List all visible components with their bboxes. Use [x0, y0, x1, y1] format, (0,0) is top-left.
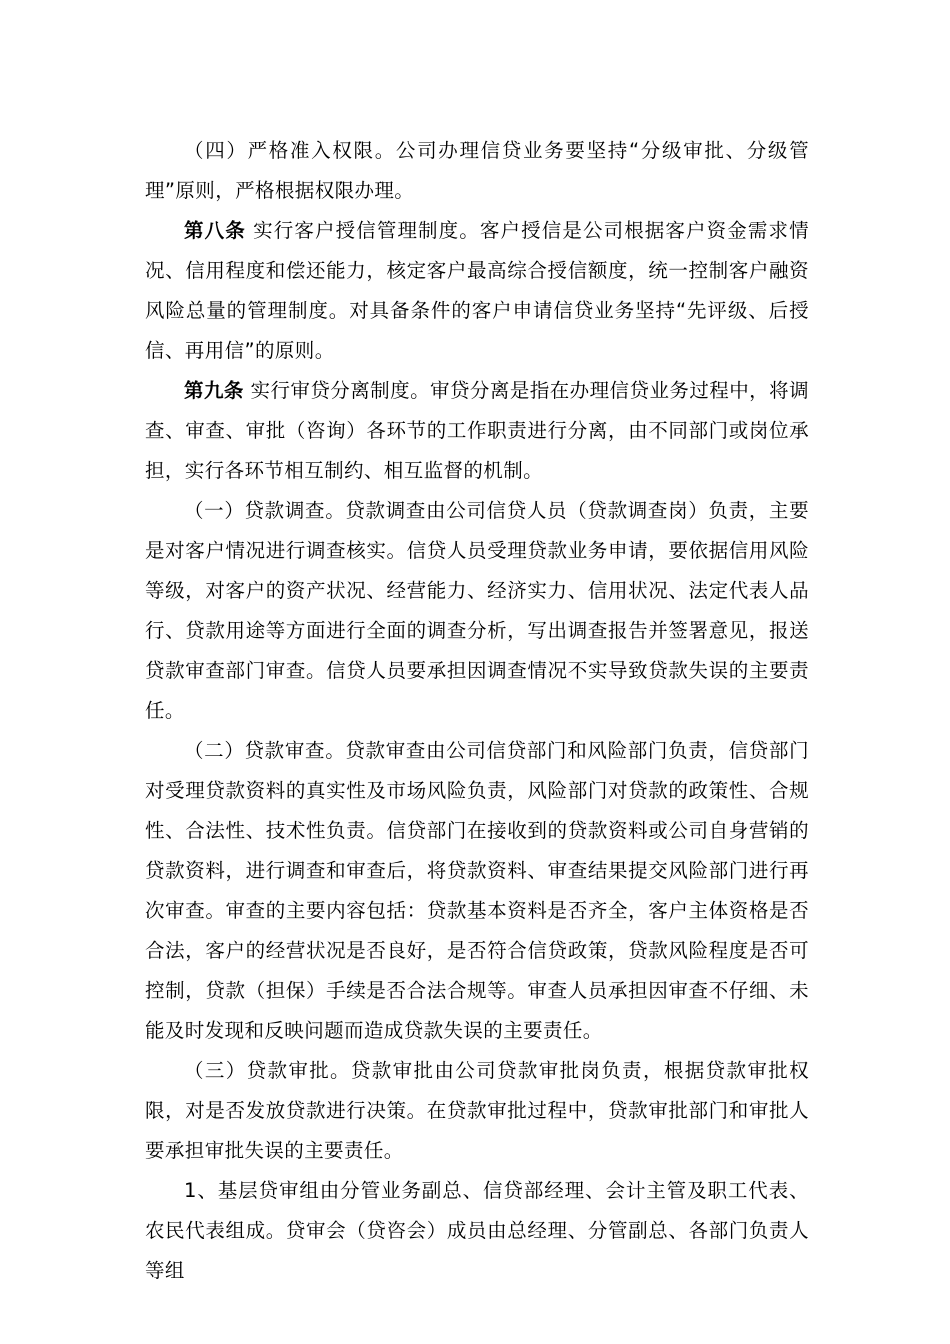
- paragraph-text: （一）贷款调查。贷款调查由公司信贷人员（贷款调查岗）负责，主要是对客户情况进行调查核实。信贷人员受理贷款业务申请，要依据信用风险等级，对客户的资产状况、经营能力、经济实力、信用状况、法定代表人品行、贷款用途等方面进行全面的调查分析，写出调查报告并签署意见，报送贷款审查部门审查。信贷人员要承担因调查情况不实导致贷款失误的主要责任。: [145, 499, 809, 722]
- paragraph-text: （四）严格准入权限。公司办理信贷业务要坚持“分级审批、分级管理”原则，严格根据权限办理。: [145, 139, 809, 202]
- paragraph-review-group: [145, 1171, 809, 1291]
- article-9-heading: 第九条: [184, 379, 244, 402]
- paragraph-article-8: [145, 211, 809, 371]
- paragraph-loan-approval: [145, 1051, 809, 1171]
- paragraph-text: 1、基层贷审组由分管业务副总、信贷部经理、会计主管及职工代表、农民代表组成。贷审会（贷咨会）成员由总经理、分管副总、各部门负责人等组: [145, 1179, 809, 1282]
- paragraph-text: 实行审贷分离制度。审贷分离是指在办理信贷业务过程中，将调查、审查、审批（咨询）各环节的工作职责进行分离，由不同部门或岗位承担，实行各环节相互制约、相互监督的机制。: [145, 379, 809, 482]
- paragraph-loan-investigation: [145, 491, 809, 731]
- paragraph-loan-review: [145, 731, 809, 1051]
- paragraph-text: （三）贷款审批。贷款审批由公司贷款审批岗负责，根据贷款审批权限，对是否发放贷款进行决策。在贷款审批过程中，贷款审批部门和审批人要承担审批失误的主要责任。: [145, 1059, 809, 1162]
- paragraph-text: 实行客户授信管理制度。客户授信是公司根据客户资金需求情况、信用程度和偿还能力，核定客户最高综合授信额度，统一控制客户融资风险总量的管理制度。对具备条件的客户申请信贷业务坚持“先评级、后授信、再用信”的原则。: [145, 219, 809, 362]
- paragraph-article-9: [145, 371, 809, 491]
- paragraph-text: （二）贷款审查。贷款审查由公司信贷部门和风险部门负责，信贷部门对受理贷款资料的真实性及市场风险负责，风险部门对贷款的政策性、合规性、合法性、技术性负责。信贷部门在接收到的贷款资料或公司自身营销的贷款资料，进行调查和审查后，将贷款资料、审查结果提交风险部门进行再次审查。审查的主要内容包括：贷款基本资料是否齐全，客户主体资格是否合法，客户的经营状况是否良好，是否符合信贷政策，贷款风险程度是否可控制，贷款（担保）手续是否合法合规等。审查人员承担因审查不仔细、未能及时发现和反映问题而造成贷款失误的主要责任。: [145, 739, 809, 1042]
- paragraph-access-authority: [145, 131, 809, 211]
- document-page: [145, 131, 809, 1291]
- article-8-heading: 第八条: [184, 219, 246, 242]
